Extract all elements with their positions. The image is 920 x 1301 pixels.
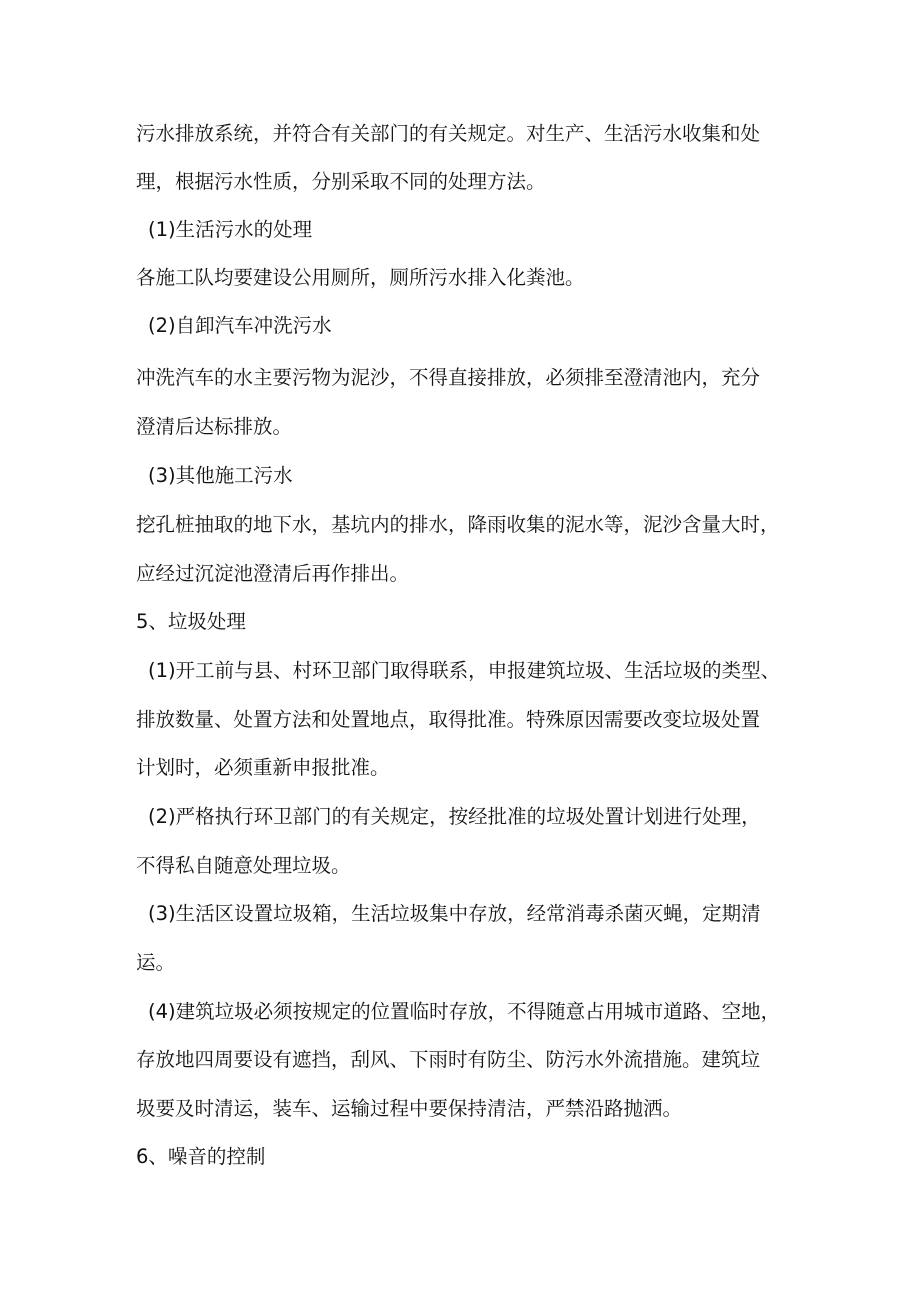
- paragraph-line: 运。: [136, 951, 176, 974]
- list-item-line: (2)严格执行环卫部门的有关规定，按经批准的垃圾处置计划进行处理，: [148, 805, 761, 828]
- list-item-line: (3)生活区设置垃圾箱，生活垃圾集中存放，经常消毒杀菌灭蝇，定期清: [148, 902, 761, 925]
- section-heading-waste: 5、垃圾处理: [136, 610, 246, 633]
- subheading-domestic-sewage: (1)生活污水的处理: [148, 218, 313, 241]
- paragraph-line: 存放地四周要设有遮挡，刮风、下雨时有防尘、防污水外流措施。建筑垃: [136, 1048, 761, 1071]
- paragraph-line: 挖孔桩抽取的地下水，基坑内的排水，降雨收集的泥水等，泥沙含量大时，: [136, 513, 780, 536]
- paragraph-line: 澄清后达标排放。: [136, 415, 293, 438]
- paragraph-line: 排放数量、处置方法和处置地点，取得批准。特殊原因需要改变垃圾处置: [136, 708, 761, 731]
- subheading-truck-wash-sewage: (2)自卸汽车冲洗污水: [148, 314, 332, 337]
- paragraph-line: 不得私自随意处理垃圾。: [136, 854, 351, 877]
- paragraph-line: 冲洗汽车的水主要污物为泥沙，不得直接排放，必须排至澄清池内，充分: [136, 366, 761, 389]
- paragraph-line: 计划时，必须重新申报批准。: [136, 756, 390, 779]
- subheading-other-sewage: (3)其他施工污水: [148, 464, 293, 487]
- list-item-line: (4)建筑垃圾必须按规定的位置临时存放，不得随意占用城市道路、空地，: [148, 1000, 781, 1023]
- paragraph-line: 各施工队均要建设公用厕所，厕所污水排入化粪池。: [136, 266, 585, 289]
- list-item-line: (1)开工前与县、村环卫部门取得联系，申报建筑垃圾、生活垃圾的类型、: [148, 659, 781, 682]
- paragraph-line: 应经过沉淀池澄清后再作排出。: [136, 562, 410, 585]
- section-heading-noise: 6、噪音的控制: [136, 1145, 266, 1168]
- paragraph-line: 理，根据污水性质，分别采取不同的处理方法。: [136, 170, 546, 193]
- paragraph-line: 污水排放系统，并符合有关部门的有关规定。对生产、生活污水收集和处: [136, 122, 761, 145]
- paragraph-line: 圾要及时清运，装车、运输过程中要保持清洁，严禁沿路抛洒。: [136, 1097, 683, 1120]
